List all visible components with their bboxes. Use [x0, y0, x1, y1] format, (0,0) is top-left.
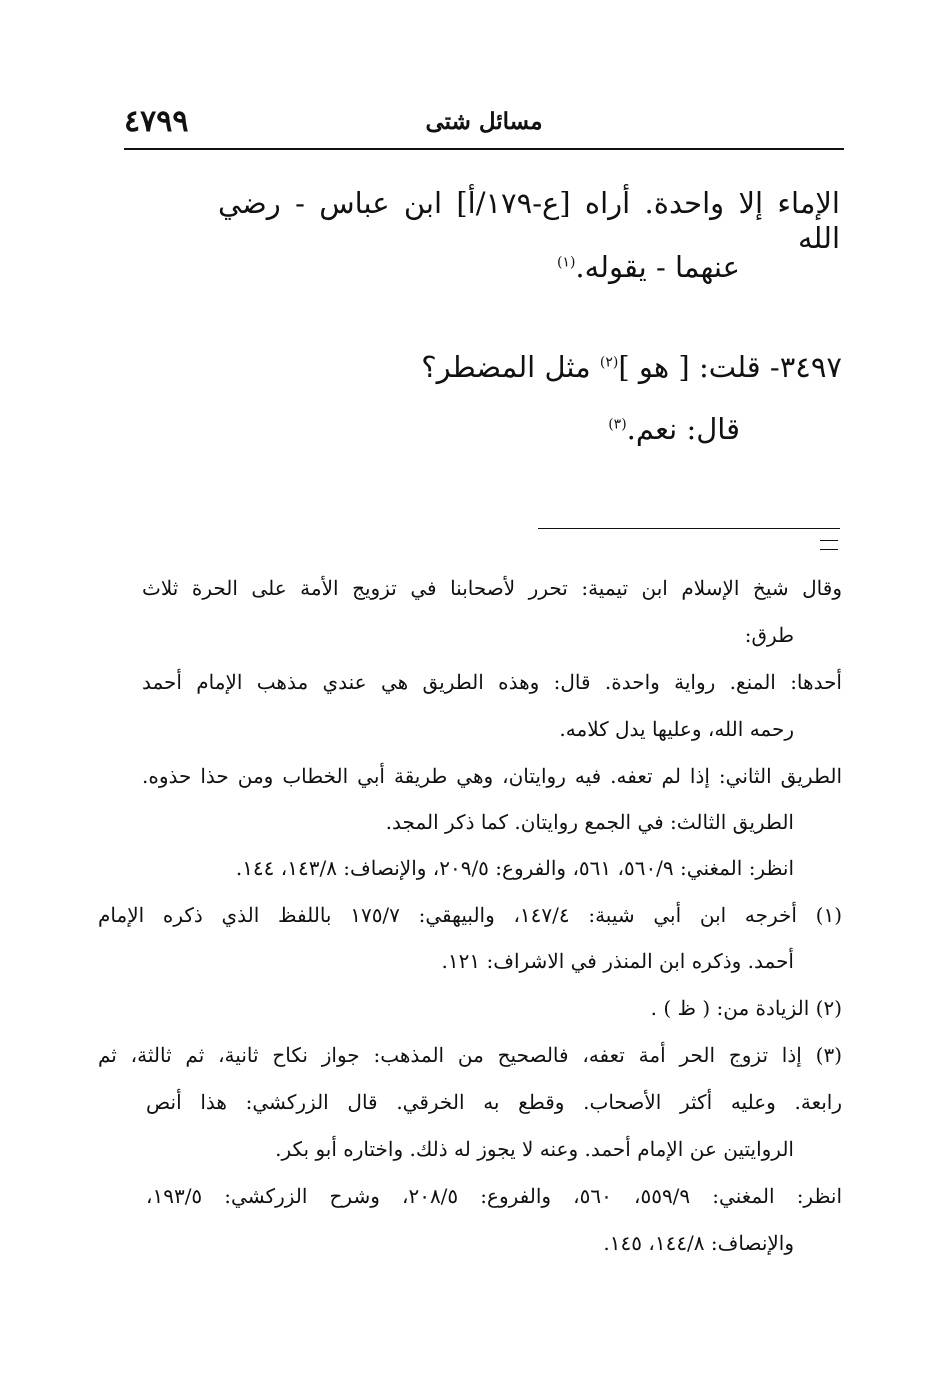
footnote-separator: [538, 528, 840, 529]
footnote-line: الطريق الثاني: إذا لم تعفه. فيه روايتان، وهي طريقة أبي الخطاب ومن حذا حذوه.: [142, 764, 842, 788]
footnote-line: طرق:: [744, 623, 794, 647]
body-line-1: الإماء إلا واحدة. أراه [ع-١٧٩/أ] ابن عباس - رضي الله: [218, 186, 840, 255]
footnote-line: وقال شيخ الإسلام ابن تيمية: تحرر لأصحابنا في تزويج الأمة على الحرة ثلاث: [142, 576, 842, 600]
header-rule: [124, 148, 844, 150]
footnote-3-line-3: الروايتين عن الإمام أحمد. وعنه لا يجوز له ذلك. واختاره أبو بكر.: [275, 1137, 794, 1161]
footnote-1: (١) أخرجه ابن أبي شيبة: ١٤٧/٤، والبيهقي: ١٧٥/٧ باللفظ الذي ذكره الإمام: [98, 903, 843, 927]
footnote-3-line-4: انظر: المغني: ٥٥٩/٩، ٥٦٠، والفروع: ٢٠٨/٥، وشرح الزركشي: ١٩٣/٥،: [146, 1184, 842, 1208]
question-text-start: ٣٤٩٧- قلت: [ هو ]: [618, 350, 842, 384]
continuation-mark: [820, 540, 838, 550]
question-text-end: مثل المضطر؟: [421, 350, 600, 384]
page-header: [124, 104, 844, 146]
footnote-line: انظر: المغني: ٥٦٠/٩، ٥٦١، والفروع: ٢٠٩/٥، والإنصاف: ١٤٣/٨، ١٤٤.: [235, 856, 794, 880]
answer-line: [220, 412, 740, 447]
page-number: ٤٧٩٩: [124, 104, 189, 139]
footnote-3-line-2: رابعة. وعليه أكثر الأصحاب. وقطع به الخرقي. قال الزركشي: هذا أنص: [146, 1090, 842, 1114]
footnote-ref-1: (١): [556, 254, 576, 271]
footnote-3-line-5: والإنصاف: ١٤٤/٨، ١٤٥.: [603, 1231, 794, 1255]
footnote-2: (٢) الزيادة من: ( ظ ) .: [650, 996, 842, 1020]
footnote-3: (٣) إذا تزوج الحر أمة تعفه، فالصحيح من المذهب: جواز نكاح ثانية، ثم ثالثة، ثم: [98, 1043, 842, 1067]
body-line-2: [220, 250, 740, 285]
footnote-1-line-2: أحمد. وذكره ابن المنذر في الاشراف: ١٢١.: [441, 949, 794, 973]
footnote-line: أحدها: المنع. رواية واحدة. قال: وهذه الطريق هي عندي مذهب الإمام أحمد: [142, 670, 842, 694]
footnote-line: الطريق الثالث: في الجمع روايتان. كما ذكر المجد.: [385, 810, 794, 834]
footnote-line: رحمه الله، وعليها يدل كلامه.: [559, 717, 794, 741]
footnote-ref-3: (٣): [608, 416, 627, 433]
running-title: مسائل شتى: [425, 108, 543, 135]
footnote-ref-2: (٢): [599, 354, 619, 371]
body-line-2-text: عنهما - يقوله.: [575, 250, 740, 284]
question-3497: [102, 350, 842, 385]
answer-text: قال: نعم.: [626, 412, 740, 446]
